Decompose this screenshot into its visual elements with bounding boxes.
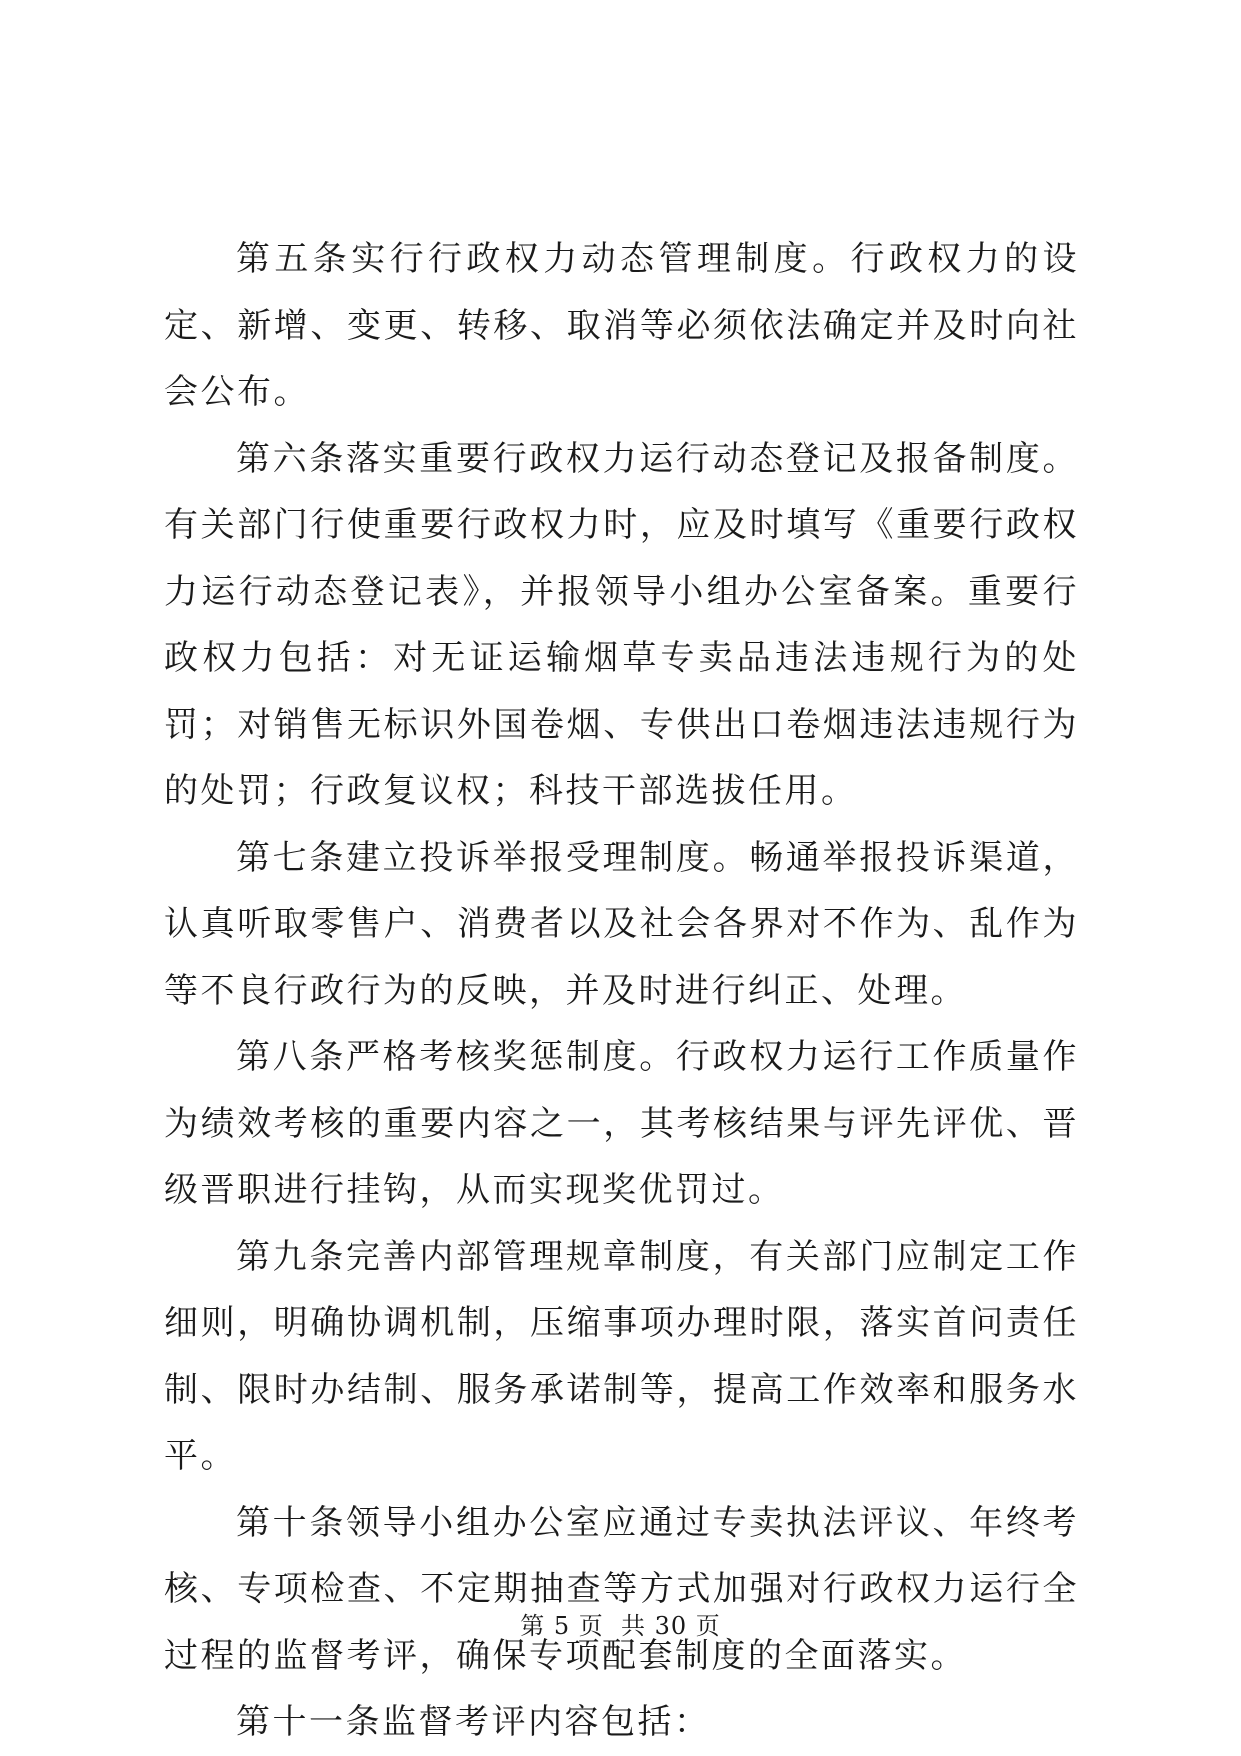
page-number-label: 第 5 页 共 30 页 xyxy=(520,1612,721,1640)
paragraph-article-11: 第十一条监督考评内容包括： xyxy=(236,1702,711,1742)
paragraph-article-7: 第七条建立投诉举报受理制度。畅通举报投诉渠道，认真听取零售户、消费者以及社会各界对不作为、乱作为等不良行政行为的反映，并及时进行纠正、处理。 xyxy=(164,837,1079,1011)
paragraph-article-6: 第六条落实重要行政权力运行动态登记及报备制度。有关部门行使重要行政权力时，应及时填写《重要行政权力运行动态登记表》，并报领导小组办公室备案。重要行政权力包括：对无证运输烟草专卖品违法违规行为的处罚；对销售无标识外国卷烟、专供出口卷烟违法违规行为的处罚；行政复议权；科技干部选拔任用。 xyxy=(164,438,1079,811)
document-body xyxy=(164,226,1079,1756)
page-footer xyxy=(0,1606,1241,1641)
paragraph-article-5: 第五条实行行政权力动态管理制度。行政权力的设定、新增、变更、转移、取消等必须依法确定并及时向社会公布。 xyxy=(164,239,1079,412)
paragraph-article-10: 第十条领导小组办公室应通过专卖执法评议、年终考核、专项检查、不定期抽查等方式加强对行政权力运行全过程的监督考评，确保专项配套制度的全面落实。 xyxy=(164,1502,1079,1676)
paragraph-article-9: 第九条完善内部管理规章制度，有关部门应制定工作细则，明确协调机制，压缩事项办理时限，落实首问责任制、限时办结制、服务承诺制等，提高工作效率和服务水平。 xyxy=(164,1236,1079,1476)
paragraph-article-8: 第八条严格考核奖惩制度。行政权力运行工作质量作为绩效考核的重要内容之一，其考核结果与评先评优、晋级晋职进行挂钩，从而实现奖优罚过。 xyxy=(164,1037,1079,1210)
